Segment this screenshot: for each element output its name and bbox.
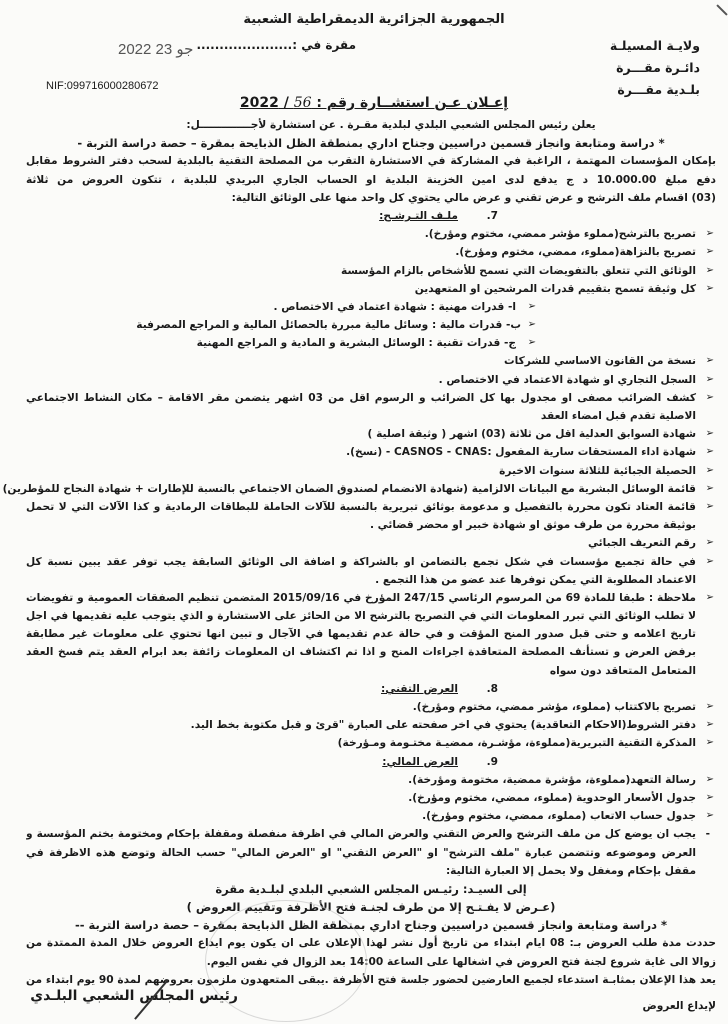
arrow-bullet-icon: ➢ [705,701,714,712]
list-item [26,371,716,389]
envelope-line: مقفل بإحكام ومغفل ولا يحمل إلا العبارة التالية: [445,864,696,877]
dash-bullet-icon: - [705,828,710,841]
arrow-bullet-icon: ➢ [705,555,714,567]
list-item-continuation: الاصلية تقدم قبل امضاء العقد [540,410,696,422]
note-line: لا تطلب الوثائق التي تبرر المعلومات التي في التصريح بالترشح الا من الحائز على الاستشارة و الذي يتوجب عليه تقديمها في اجل [26,610,696,623]
paragraph-line: بإمكان المؤسسات المهتمة ، الراغبة في المشاركة في الاستشارة التقرب من المصلحة التقنية بالبلدية لسحب دفتر الشروط مقابل [26,155,716,168]
list-item [26,389,716,407]
arrow-bullet-icon: ➢ [705,373,714,385]
item-text: رسالة التعهد(مملوءة، مؤشرة ممضية، مختومة ومؤرخة). [408,773,696,786]
subject-repeat-line: * دراسة ومتابعة وانجاز قسمين دراسيين وجناح اداري بمنطقة الظل الذبايحة بمقرة – حصة دراسة التربة -- [74,918,667,933]
sub-list-item [26,334,716,352]
arrow-bullet-icon: ➢ [705,391,714,403]
wilaya-label: ولايـة المسيلـة [609,38,700,53]
list-item [26,462,716,480]
addressee-line: إلى السيـد: رئيـس المجلس الشعبي البلدي لبلـدية مقرة [215,881,527,896]
list-item [26,771,716,789]
paragraph-line: (03) اقسام ملف الترشح و عرض تقني و عرض مالي يحتوي كل واحد منها على الوثائق التالية: [231,191,716,204]
item-text: نسخة من القانون الاساسي للشركات [503,355,696,368]
footer-line: حددت مدة طلب العروض بـ: 08 ايام ابتداء من تاريخ أول نشر لهذا الإعلان على ان يكون يوم ايداع العروض خلال المدة الممتدة من [26,937,716,950]
item-text: المذكرة التقنية التبريرية(مملوءة، مؤشـرة، ممضيـة مختـومة ومـؤرخة) [337,737,696,750]
daira-label: دائـرة مقـــرة [616,60,700,75]
list-item [26,789,716,807]
list-item [26,280,716,298]
list-item [26,225,716,243]
envelope-line: العرض وموضوعه وتتضمن عبارة "ملف الترشح" او "العرض التقني" او "العرض المالي" حسب الحالة وتوضع هذه الاظرفة في [26,846,696,859]
item-text: شهادة اداء المستحقات سارية المفعول :CASNOS - CNAS - (نسخ). [346,446,696,459]
list-item [26,262,716,280]
item-text: شهادة السوابق العدلية اقل من ثلاثة (03) اشهر ( وثيقة اصلية ) [367,428,696,441]
consultation-heading [0,95,728,111]
list-item [26,352,716,370]
arrow-bullet-icon: ➢ [705,591,714,603]
item-text: جدول الأسعار الوحدوية (مملوء، ممضي، مختوم ومؤرخ). [408,791,696,804]
baladia-label: بلـدية مقـــرة [617,82,700,97]
list-item [26,498,716,516]
item-text: الوثائق التي تتعلق بالتفويضات التي تسمح للأشخاص بالزام المؤسسة [341,264,696,277]
section-9-heading [26,753,716,771]
section-number: 8. [486,682,498,695]
not-open-line: (عـرض لا يفـتـح إلا من طرف لجنـة فتح الأظرفة وتقييم العروض ) [186,900,556,915]
item-text: رقم التعريف الجبائي [587,537,696,550]
section-7-heading [26,207,716,225]
arrow-bullet-icon: ➢ [705,446,714,458]
section-title: العرض المالي: [382,755,458,768]
list-item [26,716,716,734]
arrow-bullet-icon: ➢ [527,319,536,331]
section-number: 9. [486,755,498,768]
item-text: دفتر الشروط(الاحكام التعاقدية) يحتوي في اخر صفحته على العبارة "قرئ و قبل مكتوبة بخط اليد. [190,719,696,732]
arrow-bullet-icon: ➢ [705,791,714,803]
arrow-bullet-icon: ➢ [705,282,714,294]
arrow-bullet-icon: ➢ [705,355,714,367]
republic-title: الجمهورية الجزائرية الديمقراطية الشعبية [243,12,505,27]
announce-line: يعلن رئيس المجلس الشعبي البلدي لبلدية مقـرة . عن استشارة لأجــــــــــــــل: [186,119,596,131]
list-item [26,553,716,571]
place-date-label: مقرة في :..................... [196,38,356,52]
note-line: المتعامل المتعاقد دون سواه [549,664,696,677]
envelope-line [26,825,716,843]
arrow-bullet-icon: ➢ [705,810,714,822]
list-item-continuation: بوثيقة محررة من طرف موثق او شهادة خبير او محضر قضائي . [369,519,696,532]
item-text: تصريح بالنزاهة(مملوء، ممضي، مختوم ومؤرخ). [455,246,696,259]
subject-line: * دراسة ومتابعة وانجاز قسمين دراسيين وجناح اداري بمنطقة الظل الذبايحة بمقرة – حصة دراسة التربة - [77,136,665,151]
signature-title: رئيس المجلس الشعبي البلـدي [30,988,238,1004]
item-text: كشف الضرائب مصفى او مجدول بها كل الضرائب و الرسوم اقل من 03 اشهر يتضمن مقر الاقامة – مكان النشاط الاجتماعي [26,391,696,404]
nif-number: NIF:099716000280672 [46,80,159,92]
paragraph-line: دفع مبلغ 10.000.00 د ج يدفع لدى امين الخزينة البلدية او الحساب الجاري البريدي للبلدية ، تتكون العروض من ثلاثة [26,173,716,186]
list-item [26,807,716,825]
arrow-bullet-icon: ➢ [705,264,714,276]
item-text: ج- قدرات تقنية : الوسائل البشرية و المادية و المراجع المهنية [196,337,516,350]
list-item [26,243,716,261]
footer-line: لإيداع العروض [642,1000,716,1012]
item-text: جدول حساب الاتعاب (مملوء، ممضي، مختوم ومؤرخ). [422,810,696,823]
list-item [26,698,716,716]
note-line [26,589,716,607]
arrow-bullet-icon: ➢ [705,428,714,440]
sub-list-item [26,298,716,316]
arrow-bullet-icon: ➢ [705,246,714,258]
item-text: الحصيلة الجبائية للثلاثة سنوات الاخيرة [499,464,696,477]
item-text: السجل التجاري او شهادة الاعتماد في الاختصاص . [438,373,696,386]
section-title: العرض التقني: [381,682,458,695]
section-8-heading [26,680,716,698]
note-line: تاريخ اعلامه و حتى قبل صدور المنح المؤقت و في حالة عدم تقديمها في الآجال و تبين انها تحتوي على معلومات غير مطابقة [26,628,696,641]
list-item [26,534,716,552]
footer-line: زوالا الى غاية شروع لجنة فتح العروض في اشغالها على الساعة 14:00 بعد الزوال في نفس اليوم. [206,955,716,968]
item-text: كل وثيقة تسمح بتقييم قدرات المرشحين او المتعهدين [414,282,696,295]
arrow-bullet-icon: ➢ [705,500,714,512]
item-text: ملاحظة : طبقا للمادة 69 من المرسوم الرئاسي 247/15 المؤرخ في 2015/09/16 المتضمن تنظيم الصفقات العمومية و تفويضات [26,591,696,604]
document-body [2,116,716,1015]
arrow-bullet-icon: ➢ [705,537,714,549]
list-item [26,443,716,461]
heading-year: / 2022 [239,95,294,111]
item-text: تصريح بالترشح(مملوء مؤشر ممضي، مختوم ومؤرخ). [424,228,696,241]
arrow-bullet-icon: ➢ [705,482,714,494]
list-item [26,734,716,752]
list-item-continuation: الاعتماد المطلوبة التي يمكن توفرها عند عضو من هذا التجمع . [375,573,696,586]
list-item [26,425,716,443]
item-text: تصريح بالاكتتاب (مملوء، مؤشر ممضي، مختوم ومؤرخ). [412,701,696,713]
list-item [2,480,716,498]
item-text: ب- قدرات مالية : وسائل مالية مبررة بالحصائل المالية و المراجع المصرفية [136,319,521,332]
footer-line: يعد هذا الإعلان بمثابـة استدعاء لجميع العارضين لحضور جلسة فتح الأظرفة .يبقى المتعهدون ملزمون بعروضهم لمدة 90 يوم ابتداء من [26,973,716,986]
arrow-bullet-icon: ➢ [705,719,714,731]
heading-prefix: إعـلان عـن استشــارة رقم : [311,95,509,111]
arrow-bullet-icon: ➢ [527,300,536,312]
item-text: في حالة تجميع مؤسسات في شكل تجمع بالتضامن او بالشراكة و اضافة الى الوثائق السابقة يجب توفر عقد يبين نسبة كل [26,555,696,568]
sub-list-item [26,316,716,334]
item-text: ا- قدرات مهنية : شهادة اعتماد في الاختصاص . [273,300,516,313]
item-text: قائمة الوسائل البشرية مع البيانات الالزامية (شهادة الانضمام لصندوق الضمان الاجتماعي بالنسبة للإطارات + شهادة النجاح للمؤطرين) [2,482,696,495]
section-number: 7. [486,209,498,222]
consultation-number: 56 [293,95,312,111]
item-text: يجب ان يوضع كل من ملف الترشح والعرض التقني والعرض المالي في اظرفة منفصلة ومقفلة بإحكام ومختومة بختم المؤسسة و [26,828,696,841]
note-line: برفض العرض و تستأنف المصلحة المتعاقدة اجراءات المنح و اذا تم اكتشاف ان المعلومات زائفة بعد ابرام العقد يتم فسخ العقد [26,646,696,659]
arrow-bullet-icon: ➢ [705,773,714,785]
section-title: ملـف التـرشـح: [379,209,458,222]
arrow-bullet-icon: ➢ [705,228,714,240]
arrow-bullet-icon: ➢ [705,737,714,749]
arrow-bullet-icon: ➢ [705,464,714,476]
item-text: قائمة العتاد تكون محررة بالتفصيل و مدعومة بوثائق تبريرية بالنسبة للآلات الحاملة للبطاقات الرمادية و كذا الآلات التي لا تحمل [26,500,696,513]
arrow-bullet-icon: ➢ [527,337,536,349]
handwritten-date: 2022 جو 23 [118,41,194,58]
